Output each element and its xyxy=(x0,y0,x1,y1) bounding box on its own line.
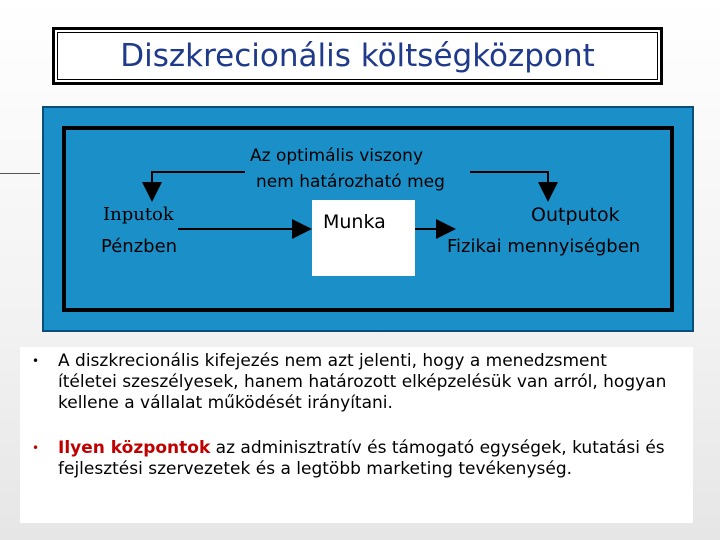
bullet-text-2-rest: az adminisztratív és támogató egységek, kutatási és fejlesztési szervezetek és a legtöbb marketing tevékenység. xyxy=(58,438,665,479)
bullet-text-1: A diszkrecionális kifejezés nem azt jelenti, hogy a menedzsment ítéletei szeszélyesek, hanem határozott elképzelésük van arról, hogyan kellene a vállalat működését irányítani. xyxy=(58,351,667,413)
feedback-arrow-left xyxy=(152,172,245,198)
work-label: Munka xyxy=(323,211,386,233)
outputs-label: Outputok xyxy=(531,204,620,226)
bullet-marker: • xyxy=(32,441,40,455)
inputs-sub: Pénzben xyxy=(101,236,178,257)
inputs-label: Inputok xyxy=(103,204,174,225)
outputs-sub: Fizikai mennyiségben xyxy=(447,236,641,257)
bullet-highlight: Ilyen központok xyxy=(58,438,211,458)
bullet-list xyxy=(20,347,693,523)
top-label-line2: nem határozható meg xyxy=(256,172,445,192)
bullet-item-1 xyxy=(32,351,682,421)
bullet-marker: • xyxy=(32,354,40,368)
slide-title: Diszkrecionális költségközpont xyxy=(120,38,595,74)
top-label-line1: Az optimális viszony xyxy=(250,146,424,166)
feedback-arrow-right xyxy=(470,172,548,198)
bullet-text-2 xyxy=(58,438,668,480)
bullet-item-2 xyxy=(32,438,682,508)
